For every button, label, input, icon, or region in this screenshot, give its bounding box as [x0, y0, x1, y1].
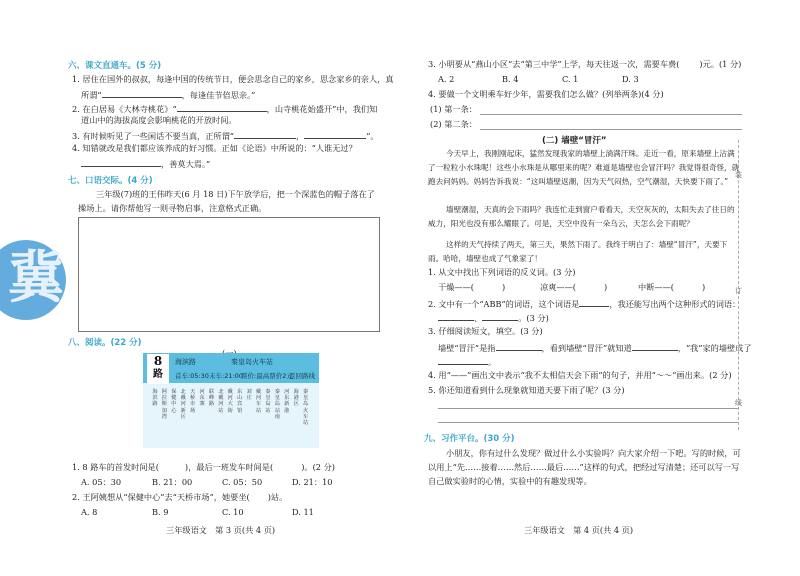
- q4: 4. 要做一个文明乘车好少年，需要我们怎么做？(列举两条)(4 分): [428, 89, 664, 99]
- b2-blank-1[interactable]: [579, 297, 609, 307]
- bus-stop: 北戴河站: [218, 389, 224, 414]
- s6-q4-text-post: ，善莫大焉。”: [161, 159, 211, 169]
- s6-q1-blank[interactable]: [102, 88, 182, 98]
- b3: 3. 仔细阅读短文，填空。(3 分): [428, 326, 543, 336]
- b1-word-3-text: 中断——(: [638, 282, 674, 292]
- section-9-title: 九、习作平台。(30 分): [424, 434, 515, 444]
- bus-stop: 阿拉斯加湾: [161, 389, 167, 420]
- passage-para-2: 墙壁潮湿，天真的会下雨吗？我连忙走到窗户看看天，天空灰灰的，太阳失去了往日的威力，阳光也没有那么耀眼了。可是，天空中没有一朵乌云，天怎么会下雨呢？: [428, 205, 735, 228]
- bus-stop: 河东新港: [284, 389, 290, 414]
- bus-number-box: [147, 354, 169, 384]
- q2-option-a[interactable]: A. 8: [81, 507, 98, 517]
- b3-blank-1[interactable]: [496, 341, 542, 351]
- q4-line-2-label: (2) 第二条：: [430, 119, 477, 129]
- q2-option-c[interactable]: C. 10: [222, 507, 244, 517]
- q1-text-mid: )，最后一班发车时间是(: [184, 462, 274, 472]
- bus-first-time: 首车:05:30: [175, 372, 209, 380]
- b5: 5. 你还知道看到什么现象就知道天要下雨了呢？(3 分): [428, 385, 625, 395]
- bus-stop: 河东寨: [199, 389, 205, 408]
- b1-close-2: ): [603, 282, 608, 292]
- q1-option-c[interactable]: C. 05：50: [222, 477, 263, 487]
- s6-q1-line1: 1. 居住在国外的叔叔，每逢中国的传统节日，便会思念自己的家乡，思念家乡的亲人，真: [72, 74, 394, 84]
- binding-char-3: 线: [735, 399, 742, 407]
- q2-text-post: )站。: [267, 492, 288, 502]
- bus-route-char: 路: [153, 369, 163, 380]
- s6-q3-blank-2[interactable]: [304, 129, 366, 139]
- q1-option-b[interactable]: B. 21：00: [152, 477, 193, 487]
- q3-option-b[interactable]: B. 4: [502, 74, 519, 84]
- passage-para-3: 这样的天气持续了两天，第三天，果然下雨了。我终于明白了：墙壁“冒汗”，天要下雨。哈哈，墙壁也成了气象家了！: [428, 240, 728, 263]
- b3-line-1: [438, 341, 752, 354]
- q2-option-d[interactable]: D. 11: [292, 507, 314, 517]
- b2-text-post: ，我还能写出两个这种形式的词语：: [609, 299, 741, 309]
- bus-stop: 秦皇岛站: [265, 389, 271, 414]
- bus-stop: 戴河大街: [227, 389, 233, 414]
- bus-stop: 保健中心: [171, 389, 177, 414]
- b1: 1. 从文中找出下列词语的反义词。(3 分): [428, 267, 576, 277]
- passage-title: (二) 墙壁“冒汗”: [542, 136, 607, 146]
- q1-text-pre: 1. 8 路车的首发时间是(: [72, 462, 159, 472]
- s6-q4-blank[interactable]: [81, 157, 161, 167]
- bus-stop: 戴河车站: [255, 389, 262, 414]
- footer-page-3: 三年级语文 第 3 页(共 4 页): [166, 525, 276, 535]
- s6-q1-line2: [81, 88, 255, 101]
- binding-char-1: 装: [735, 171, 742, 179]
- s6-q3-text-post: ”。: [366, 131, 379, 141]
- bus-sign-header: [143, 353, 319, 383]
- bus-stop: 秦皇岛火车站: [302, 389, 309, 427]
- b1-word-2-text: 凉爽——(: [540, 282, 576, 292]
- binding-char-2: 订: [735, 287, 742, 295]
- q1-option-d[interactable]: D. 21：10: [292, 477, 333, 487]
- b2-line-2: [438, 311, 549, 324]
- s6-q2-line2: 道山中的海拔高度会影响桃花的开放时间。: [81, 115, 237, 125]
- bus-stop: 联峰路: [208, 389, 215, 408]
- b3-text-post: ，“我”家的墙壁成了: [677, 343, 752, 353]
- section-6-title: 六、课文直通车。(5 分): [68, 61, 162, 71]
- b3-line-2: [438, 355, 496, 368]
- q3: [428, 59, 741, 70]
- b3-blank-3[interactable]: [438, 355, 488, 365]
- b5-answer-line-2[interactable]: [438, 422, 738, 423]
- q3-option-c[interactable]: C. 1: [562, 74, 579, 84]
- b2-points: 。(3 分): [518, 313, 549, 323]
- b2-blank-3[interactable]: [482, 311, 518, 321]
- b3-text-pre: 墙壁“冒汗”是指: [438, 343, 496, 353]
- s6-q3-text-mid: ，: [295, 131, 305, 141]
- bus-stop: 刘庄: [246, 389, 252, 402]
- bus-route-sign: [143, 353, 319, 448]
- s6-q1-text-post: ，每逢佳节倍思亲。”: [181, 90, 256, 100]
- s6-q3-blank-1[interactable]: [234, 129, 296, 139]
- b2-text-pre: 2. 文中有一个“ABB”的词语，这个词语是: [428, 299, 580, 309]
- bus-direction: 返回路线: [289, 372, 315, 380]
- q4-answer-line-1[interactable]: [480, 114, 742, 115]
- bus-number: 8: [153, 354, 163, 368]
- s9-prompt: 小朋友，你有过什么发现？做过什么小实验吗？向大家介绍一下吧。写的时候，可以用上“先……接着……然后……最后……”这样的句式，把经过写清楚；还可以写一写自己做实验时的心情，实验中的有趣发现等。: [428, 448, 741, 486]
- section-7-title: 七、口语交际。(4 分): [68, 176, 153, 186]
- bus-stop: 秦皇岛站南: [274, 389, 280, 420]
- bus-stop: 北戴河新区: [180, 389, 186, 420]
- b1-close-3: ): [701, 282, 706, 292]
- b3-blank-2[interactable]: [632, 341, 678, 351]
- bus-start-stop: 海滨路: [175, 358, 196, 366]
- q1: [72, 462, 335, 473]
- section-8-title: 八、阅读。(22 分): [68, 338, 142, 348]
- footer-page-4: 三年级语文 第 4 页(共 4 页): [524, 525, 634, 535]
- binding-line: [738, 140, 751, 430]
- q1-text-post: )。(2 分): [301, 462, 335, 472]
- bus-last-time: 末车:21:00: [209, 372, 243, 380]
- q3-option-a[interactable]: A. 2: [438, 74, 455, 84]
- bus-stop: 海滨路: [152, 389, 158, 408]
- b1-word-2: [540, 282, 607, 293]
- bus-end-stop: 秦皇岛火车站: [231, 358, 273, 366]
- q4-line-1-label: (1) 第一条：: [430, 104, 477, 114]
- q2: [72, 492, 287, 503]
- b1-word-3: [638, 282, 705, 293]
- s6-q2-blank[interactable]: [177, 102, 267, 112]
- q2-option-b[interactable]: B. 9: [152, 507, 169, 517]
- q2-text-pre: 2. 王阿姨想从“保健中心”去“天桥市场”，她要坐(: [72, 492, 250, 502]
- stamp-logo: 冀: [8, 246, 64, 311]
- s6-q2-text-pre: 2. 在白居易《大林寺桃花》“: [72, 104, 177, 114]
- s6-q4-line1: 4. 知错就改是我们都应该养成的好习惯。正如《论语》中所说的：“人谁无过？: [72, 143, 357, 153]
- s6-q4-line2: [81, 157, 210, 170]
- q3-text-post: )元。(1 分): [699, 59, 742, 69]
- b1-word-1-text: 干燥——(: [438, 282, 474, 292]
- b4: 4. 用“——”画出文中表示“我不太相信天会下雨”的句子，并用“～～”画出来。(2 分): [428, 370, 732, 380]
- b2-blank-2[interactable]: [438, 311, 474, 321]
- q3-option-d[interactable]: D. 3: [622, 74, 639, 84]
- s6-q2-line1: [72, 102, 377, 115]
- b1-close-1: ): [501, 282, 506, 292]
- b2-sep: 、: [474, 313, 483, 323]
- bus-stop: 东山宾馆: [237, 389, 243, 414]
- s6-q3-text-pre: 3. 有时候听见了一些闲话不要当真，正所谓“: [72, 131, 234, 141]
- q3-text-pre: 3. 小明要从“燕山小区”去“第三中学”上学，每天往返一次，需要车费(: [428, 59, 680, 69]
- q4-answer-line-2[interactable]: [480, 129, 742, 130]
- passage-para-1: 今天早上，我刚刚起床，猛然发现我家的墙壁上淌满汗珠。走近一看，原来墙壁上沾满了一粒粒小水珠呢！这些小水珠是从哪里来的呢？难道是墙壁也会冒汗吗？我觉得很奇怪，就跑去问妈妈。妈妈告诉我说：“这叫墙壁返潮，因为天气闷热，空气潮湿，天快要下雨了。”: [428, 149, 740, 186]
- bus-stop: 天桥市场: [190, 389, 196, 414]
- q1-option-a[interactable]: A. 05：30: [81, 477, 122, 487]
- s7-prompt: 三年级(7)班的王伟昨天(6 月 18 日)下午放学后，把一个深蓝色的帽子落在了操场上。请你帮他写一则寻物启事，注意格式正确。: [78, 189, 375, 213]
- s6-q3: [72, 129, 379, 142]
- b3-text-mid: ，看到墙壁“冒汗”就知道: [541, 343, 632, 353]
- bus-stop: 海港区: [293, 389, 299, 408]
- b1-word-1: [438, 282, 505, 293]
- b2-line-1: [428, 297, 740, 310]
- bus-stop-list: [151, 389, 311, 441]
- s6-q2-text-post: ，山寺桃花始盛开”中，我们知: [266, 104, 378, 114]
- s6-q1-text-pre: 所谓“: [81, 90, 102, 100]
- notice-answer-box[interactable]: [78, 217, 380, 332]
- b5-answer-line-1[interactable]: [438, 408, 738, 409]
- b3-end: 。: [488, 357, 497, 367]
- bus-fare: 票价:最高票价2元: [241, 372, 293, 380]
